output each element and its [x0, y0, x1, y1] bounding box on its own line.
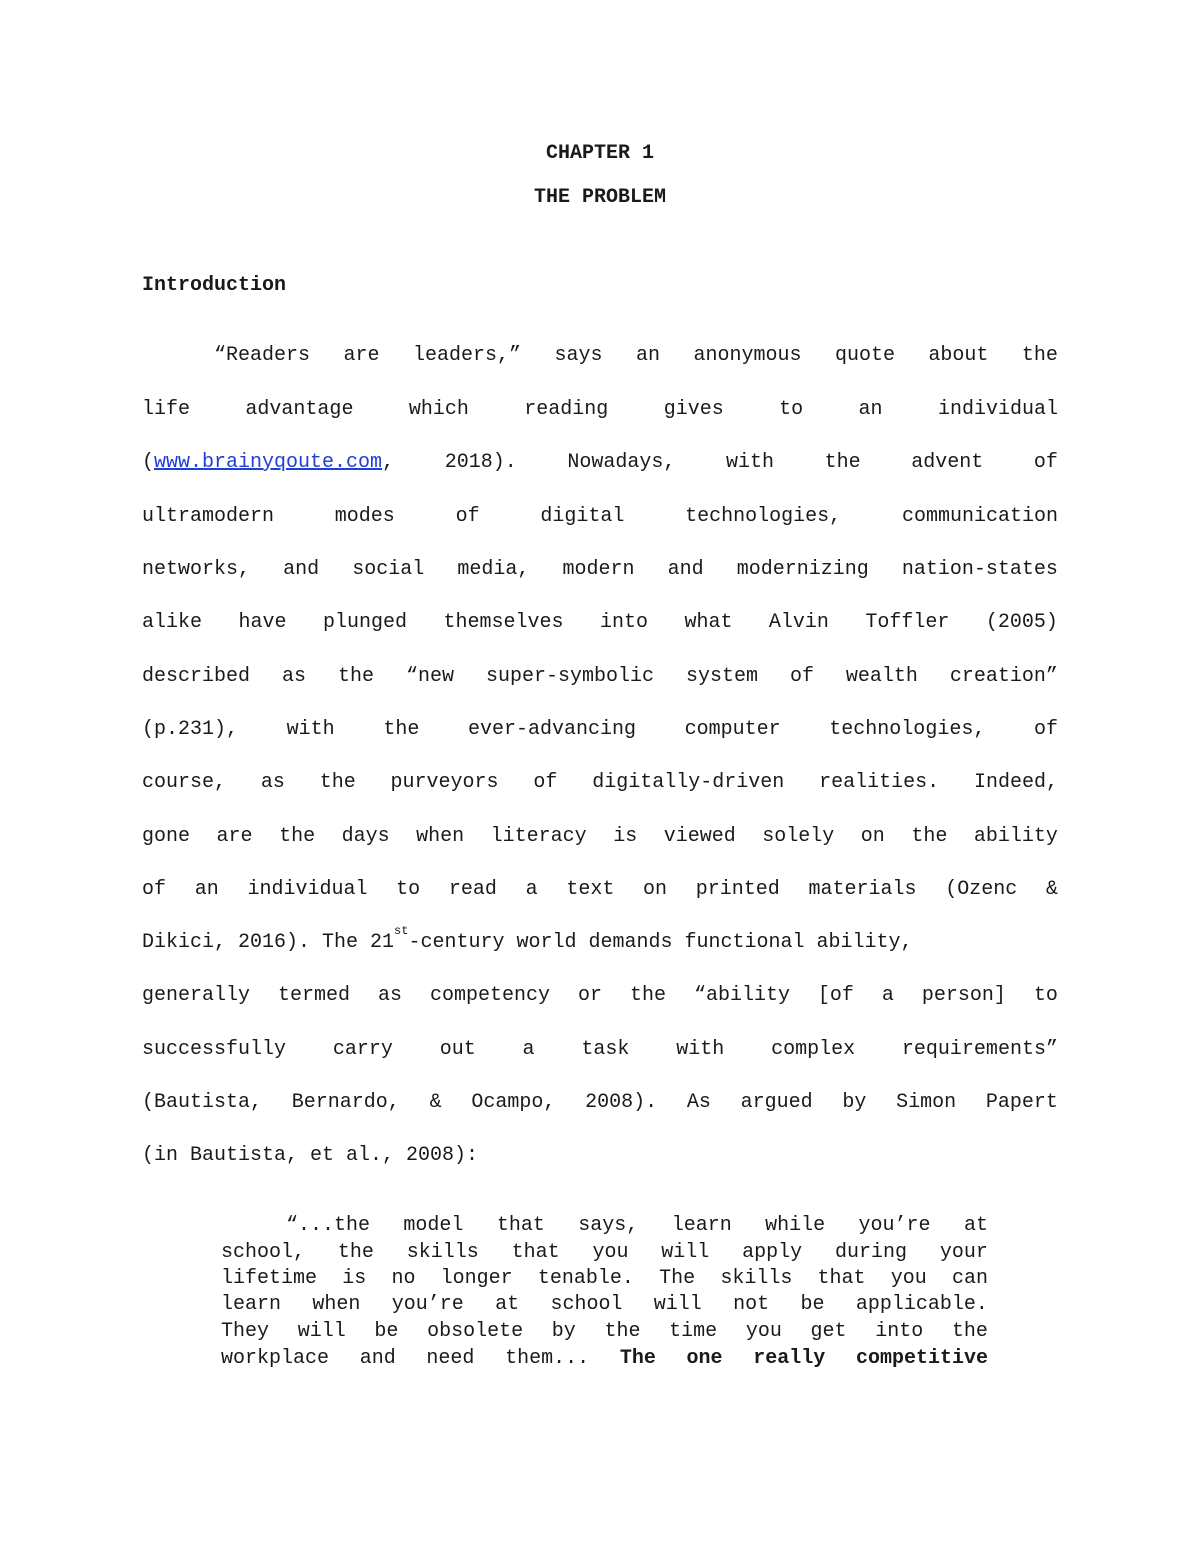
- word: during: [835, 1241, 908, 1264]
- word: 2008).: [585, 1091, 658, 1114]
- ordinal-suffix: st: [394, 924, 409, 938]
- word: which: [408, 398, 469, 421]
- word: They: [221, 1320, 270, 1343]
- word: digital: [540, 505, 625, 528]
- word: wealth: [845, 665, 918, 688]
- word: you: [592, 1241, 629, 1264]
- word: realities.: [819, 771, 940, 794]
- word: generally: [142, 984, 251, 1007]
- paragraph-line: [142, 451, 1058, 475]
- word: need: [426, 1347, 475, 1370]
- word: modernizing: [736, 558, 869, 581]
- word: by: [842, 1091, 867, 1114]
- paragraph-line: [142, 398, 1058, 422]
- word: (2005): [985, 611, 1058, 634]
- word: literacy: [490, 825, 587, 848]
- paragraph-line: [142, 984, 1058, 1008]
- paragraph-line: (in Bautista, et al., 2008):: [142, 1144, 479, 1167]
- word: of: [1033, 451, 1058, 474]
- word: and: [359, 1347, 396, 1370]
- word: that: [496, 1214, 545, 1237]
- word: into: [599, 611, 648, 634]
- word: Nowadays,: [567, 451, 676, 474]
- word: one: [686, 1347, 723, 1370]
- word: as: [377, 984, 402, 1007]
- word: competitive: [855, 1347, 988, 1370]
- word: themselves: [443, 611, 564, 634]
- word: you: [745, 1320, 782, 1343]
- word: “ability: [693, 984, 790, 1007]
- word: and: [667, 558, 704, 581]
- word: modern: [562, 558, 635, 581]
- word: at: [495, 1293, 520, 1316]
- word: technologies,: [685, 505, 842, 528]
- word: “Readers: [214, 344, 311, 367]
- word: The: [659, 1267, 696, 1290]
- word: the: [279, 825, 316, 848]
- word: model: [403, 1214, 464, 1237]
- word: says,: [578, 1214, 639, 1237]
- word: individual: [937, 398, 1058, 421]
- word: or: [577, 984, 602, 1007]
- word: and: [283, 558, 320, 581]
- word: gives: [663, 398, 724, 421]
- word: will: [661, 1241, 710, 1264]
- word: complex: [771, 1038, 856, 1061]
- word: you’re: [858, 1214, 931, 1237]
- word: competency: [429, 984, 550, 1007]
- word: obsolete: [427, 1320, 524, 1343]
- word: of: [455, 505, 480, 528]
- paragraph-line: [142, 505, 1058, 529]
- word: an: [635, 344, 660, 367]
- word: to: [779, 398, 804, 421]
- word: anonymous: [693, 344, 802, 367]
- word: learn: [221, 1293, 282, 1316]
- word: [of: [817, 984, 854, 1007]
- word: with: [726, 451, 775, 474]
- word: reading: [524, 398, 609, 421]
- word: As: [686, 1091, 711, 1114]
- word: be: [800, 1293, 825, 1316]
- word: The: [619, 1347, 656, 1370]
- paragraph-line: [142, 771, 1058, 795]
- paragraph-line: [142, 878, 1058, 902]
- word: the: [383, 718, 420, 741]
- word: life: [142, 398, 191, 421]
- word: the: [319, 771, 356, 794]
- word: you: [890, 1267, 927, 1290]
- word: the: [824, 451, 861, 474]
- word: computer: [684, 718, 781, 741]
- word: materials: [808, 878, 917, 901]
- word: that: [817, 1267, 866, 1290]
- word: the: [337, 665, 374, 688]
- word: not: [733, 1293, 770, 1316]
- word: (p.231),: [142, 718, 239, 741]
- word: while: [765, 1214, 826, 1237]
- citation-with-link: [142, 451, 394, 475]
- word: is: [342, 1267, 367, 1290]
- word: skills: [406, 1241, 479, 1264]
- word: the: [1021, 344, 1058, 367]
- word: viewed: [663, 825, 736, 848]
- word: at: [963, 1214, 988, 1237]
- word: have: [238, 611, 287, 634]
- word: Toffler: [865, 611, 950, 634]
- word: learn: [671, 1214, 732, 1237]
- word: the: [951, 1320, 988, 1343]
- word: of: [533, 771, 558, 794]
- word: “new: [405, 665, 454, 688]
- word: that: [511, 1241, 560, 1264]
- word: skills: [720, 1267, 793, 1290]
- word: to: [396, 878, 421, 901]
- blockquote-line: [221, 1320, 988, 1344]
- word: about: [928, 344, 989, 367]
- word: are: [343, 344, 380, 367]
- word: on: [860, 825, 885, 848]
- word: apply: [742, 1241, 803, 1264]
- word: advantage: [245, 398, 354, 421]
- word: argued: [740, 1091, 813, 1114]
- word: is: [613, 825, 638, 848]
- text-run: Dikici, 2016). The 21: [142, 931, 395, 954]
- word: time: [669, 1320, 718, 1343]
- word: &: [429, 1091, 442, 1114]
- word: a: [522, 1038, 535, 1061]
- word: with: [286, 718, 335, 741]
- word: out: [439, 1038, 476, 1061]
- word: ultramodern: [142, 505, 275, 528]
- word: the: [629, 984, 666, 1007]
- word: lifetime: [221, 1267, 318, 1290]
- paragraph-line: [142, 825, 1058, 849]
- word: what: [684, 611, 733, 634]
- word: your: [939, 1241, 988, 1264]
- word: system: [685, 665, 758, 688]
- word: Ocampo,: [471, 1091, 556, 1114]
- word: applicable.: [855, 1293, 988, 1316]
- word: Bernardo,: [291, 1091, 400, 1114]
- word: will: [653, 1293, 702, 1316]
- comma: ,: [382, 451, 395, 474]
- chapter-title: THE PROBLEM: [533, 186, 667, 209]
- word: be: [374, 1320, 399, 1343]
- word: nation-states: [901, 558, 1058, 581]
- word: read: [448, 878, 497, 901]
- word: gone: [142, 825, 191, 848]
- word: you’re: [391, 1293, 464, 1316]
- word: Papert: [985, 1091, 1058, 1114]
- word: requirements”: [901, 1038, 1058, 1061]
- paragraph-line: [142, 665, 1058, 689]
- blockquote-line: [221, 1241, 988, 1265]
- word: an: [194, 878, 219, 901]
- word: solely: [762, 825, 835, 848]
- word: of: [1033, 718, 1058, 741]
- word: networks,: [142, 558, 251, 581]
- word: text: [566, 878, 615, 901]
- word: to: [1033, 984, 1058, 1007]
- word: quote: [834, 344, 895, 367]
- word: (Ozenc: [945, 878, 1018, 901]
- word: says: [554, 344, 603, 367]
- word: leaders,”: [412, 344, 521, 367]
- word: with: [676, 1038, 725, 1061]
- word: an: [858, 398, 883, 421]
- word: technologies,: [829, 718, 986, 741]
- word: described: [142, 665, 251, 688]
- word: communication: [901, 505, 1058, 528]
- word: by: [551, 1320, 576, 1343]
- word: super-symbolic: [485, 665, 654, 688]
- word: modes: [334, 505, 395, 528]
- word: ever-advancing: [467, 718, 636, 741]
- source-link[interactable]: www.brainyqoute.com: [154, 451, 383, 474]
- blockquote-line: [221, 1267, 988, 1291]
- word: creation”: [949, 665, 1058, 688]
- paragraph-line: [142, 1038, 1058, 1062]
- word: school,: [221, 1241, 306, 1264]
- word: will: [297, 1320, 346, 1343]
- word: digitally-driven: [592, 771, 785, 794]
- word: really: [753, 1347, 826, 1370]
- word: school: [550, 1293, 623, 1316]
- word: no: [391, 1267, 416, 1290]
- word: individual: [247, 878, 368, 901]
- word: days: [341, 825, 390, 848]
- word: successfully: [142, 1038, 287, 1061]
- word: a: [525, 878, 538, 901]
- word: advent: [911, 451, 984, 474]
- word: into: [875, 1320, 924, 1343]
- word: the: [337, 1241, 374, 1264]
- paragraph-line: [142, 718, 1058, 742]
- word: task: [581, 1038, 630, 1061]
- word: longer: [440, 1267, 513, 1290]
- word: workplace: [221, 1347, 330, 1370]
- word: a: [881, 984, 894, 1007]
- word: social: [352, 558, 425, 581]
- word: 2018).: [444, 451, 517, 474]
- word: when: [312, 1293, 361, 1316]
- word: “...the: [286, 1214, 371, 1237]
- blockquote-line: [221, 1293, 988, 1317]
- paragraph-line: [214, 344, 1058, 368]
- word: printed: [695, 878, 780, 901]
- word: termed: [278, 984, 351, 1007]
- word: person]: [921, 984, 1006, 1007]
- blockquote-line: [221, 1347, 988, 1371]
- word: Alvin: [768, 611, 829, 634]
- blockquote-line: [286, 1214, 988, 1238]
- word: are: [216, 825, 253, 848]
- word: Simon: [896, 1091, 957, 1114]
- word: purveyors: [390, 771, 499, 794]
- open-paren: (: [142, 451, 155, 474]
- word: Indeed,: [973, 771, 1058, 794]
- word: get: [810, 1320, 847, 1343]
- word: the: [604, 1320, 641, 1343]
- word: the: [911, 825, 948, 848]
- paragraph-line: [142, 1091, 1058, 1115]
- text-run: -century world demands functional ability,: [408, 931, 913, 954]
- word: tenable.: [537, 1267, 634, 1290]
- word: alike: [142, 611, 203, 634]
- word: plunged: [322, 611, 407, 634]
- word: on: [643, 878, 668, 901]
- word: media,: [457, 558, 530, 581]
- paragraph-line: [142, 611, 1058, 635]
- word: when: [416, 825, 465, 848]
- word: ability: [973, 825, 1058, 848]
- word: of: [789, 665, 814, 688]
- paragraph-line: [142, 558, 1058, 582]
- word: of: [142, 878, 167, 901]
- word: as: [260, 771, 285, 794]
- word: them...: [505, 1347, 590, 1370]
- chapter-number: CHAPTER 1: [545, 142, 655, 165]
- word: &: [1045, 878, 1058, 901]
- word: as: [282, 665, 307, 688]
- paragraph-line: [142, 924, 1058, 955]
- word: course,: [142, 771, 227, 794]
- word: can: [951, 1267, 988, 1290]
- section-heading: Introduction: [142, 274, 287, 297]
- word: carry: [332, 1038, 393, 1061]
- word: (Bautista,: [142, 1091, 263, 1114]
